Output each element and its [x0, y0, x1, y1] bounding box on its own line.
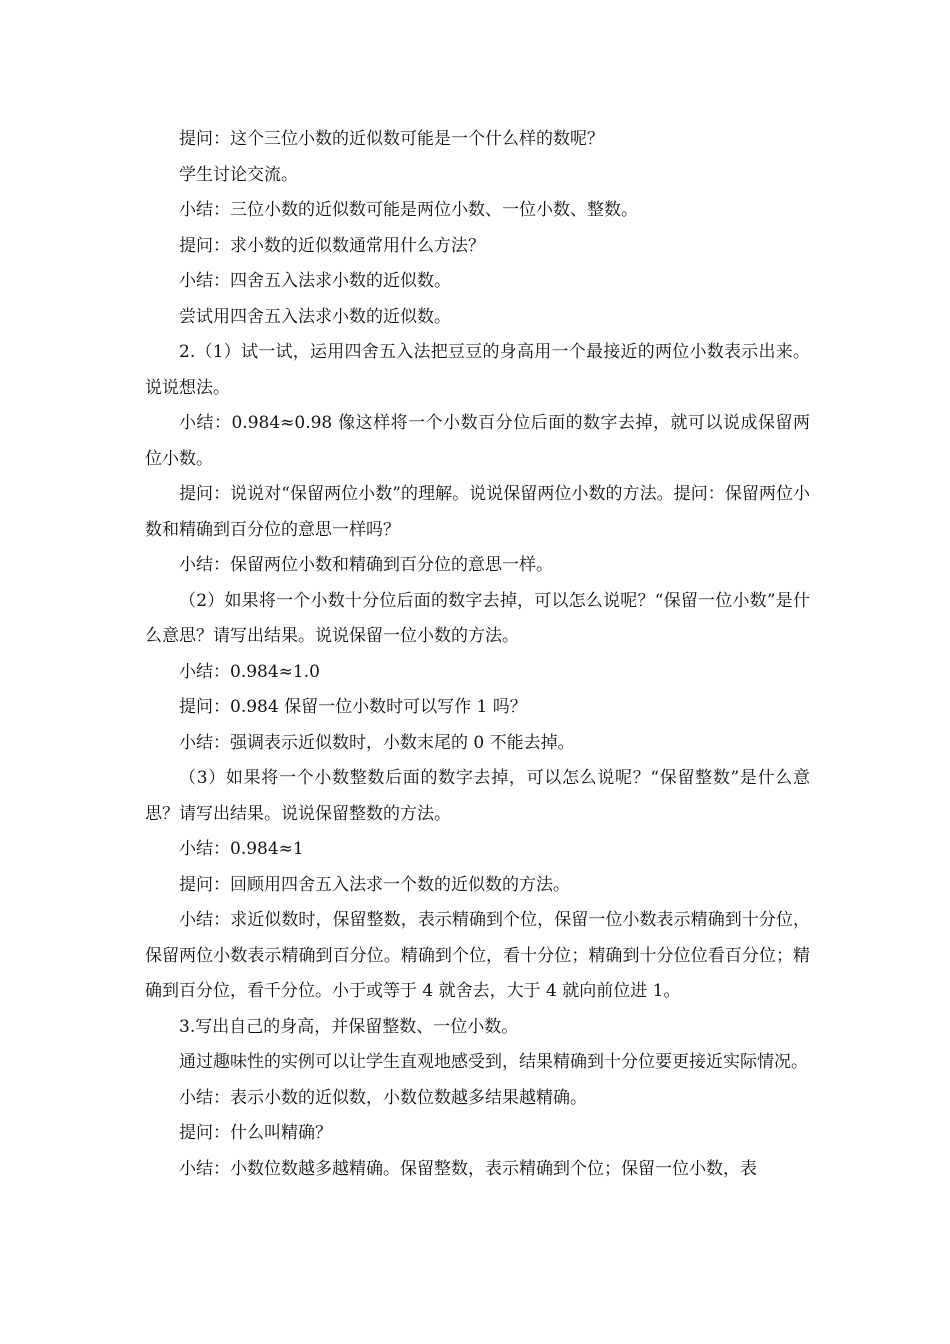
paragraph-summary-approximate-forms: 小结：三位小数的近似数可能是两位小数、一位小数、整数。 — [179, 200, 638, 220]
document-page — [145, 122, 810, 1187]
paragraph-summary-hundredths: 小结：保留两位小数和精确到百分位的意思一样。 — [179, 555, 553, 575]
paragraph-student-discussion: 学生讨论交流。 — [179, 164, 298, 185]
paragraph-question-method: 提问：求小数的近似数通常用什么方法？ — [179, 235, 485, 256]
paragraph-summary-rules: 小结：求近似数时，保留整数，表示精确到个位，保留一位小数表示精确到十分位，保留两位小数表示精确到百分位。精确到个位，看十分位；精确到十分位位看百分位；精确到百分位，看千分位。小于或等于 4 就舍去，大于 4 就向前位进 1。 — [145, 910, 810, 1001]
paragraph-try-rounding: 尝试用四舍五入法求小数的近似数。 — [179, 306, 451, 327]
paragraph-question-approximate-forms: 提问：这个三位小数的近似数可能是一个什么样的数呢？ — [179, 129, 604, 149]
paragraph-summary-rounding-method: 小结：四舍五入法求小数的近似数。 — [179, 271, 451, 291]
paragraph-question-two-decimals: 提问：说说对“保留两位小数”的理解。说说保留两位小数的方法。提问：保留两位小数和精确到百分位的意思一样吗？ — [145, 484, 810, 540]
paragraph-summary-more-digits: 小结：小数位数越多越精确。保留整数，表示精确到个位；保留一位小数，表 — [179, 1158, 757, 1179]
paragraph-question-write-as-1: 提问：0.984 保留一位小数时可以写作 1 吗？ — [179, 697, 527, 717]
paragraph-summary-trailing-zero: 小结：强调表示近似数时，小数末尾的 0 不能去掉。 — [179, 732, 575, 753]
paragraph-summary-two-decimals: 小结：0.984≈0.98 像这样将一个小数百分位后面的数字去掉，就可以说成保留两位小数。 — [145, 413, 810, 469]
paragraph-question-precise: 提问：什么叫精确？ — [179, 1123, 332, 1143]
paragraph-exercise-2-3: （3）如果将一个小数整数后面的数字去掉，可以怎么说呢？“保留整数”是什么意思？请写出结果。说说保留整数的方法。 — [145, 768, 810, 824]
paragraph-exercise-2-1: 2.（1）试一试，运用四舍五入法把豆豆的身高用一个最接近的两位小数表示出来。说说想法。 — [145, 342, 810, 398]
paragraph-summary-integer: 小结：0.984≈1 — [179, 839, 304, 859]
paragraph-exercise-2-2: （2）如果将一个小数十分位后面的数字去掉，可以怎么说呢？“保留一位小数”是什么意思？请写出结果。说说保留一位小数的方法。 — [145, 590, 810, 646]
paragraph-summary-precision: 小结：表示小数的近似数，小数位数越多结果越精确。 — [179, 1087, 587, 1108]
paragraph-question-review: 提问：回顾用四舍五入法求一个数的近似数的方法。 — [179, 874, 570, 895]
paragraph-summary-one-decimal: 小结：0.984≈1.0 — [179, 661, 320, 682]
paragraph-interesting-example: 通过趣味性的实例可以让学生直观地感受到，结果精确到十分位要更接近实际情况。 — [179, 1052, 808, 1072]
paragraph-exercise-3: 3.写出自己的身高，并保留整数、一位小数。 — [179, 1016, 519, 1037]
